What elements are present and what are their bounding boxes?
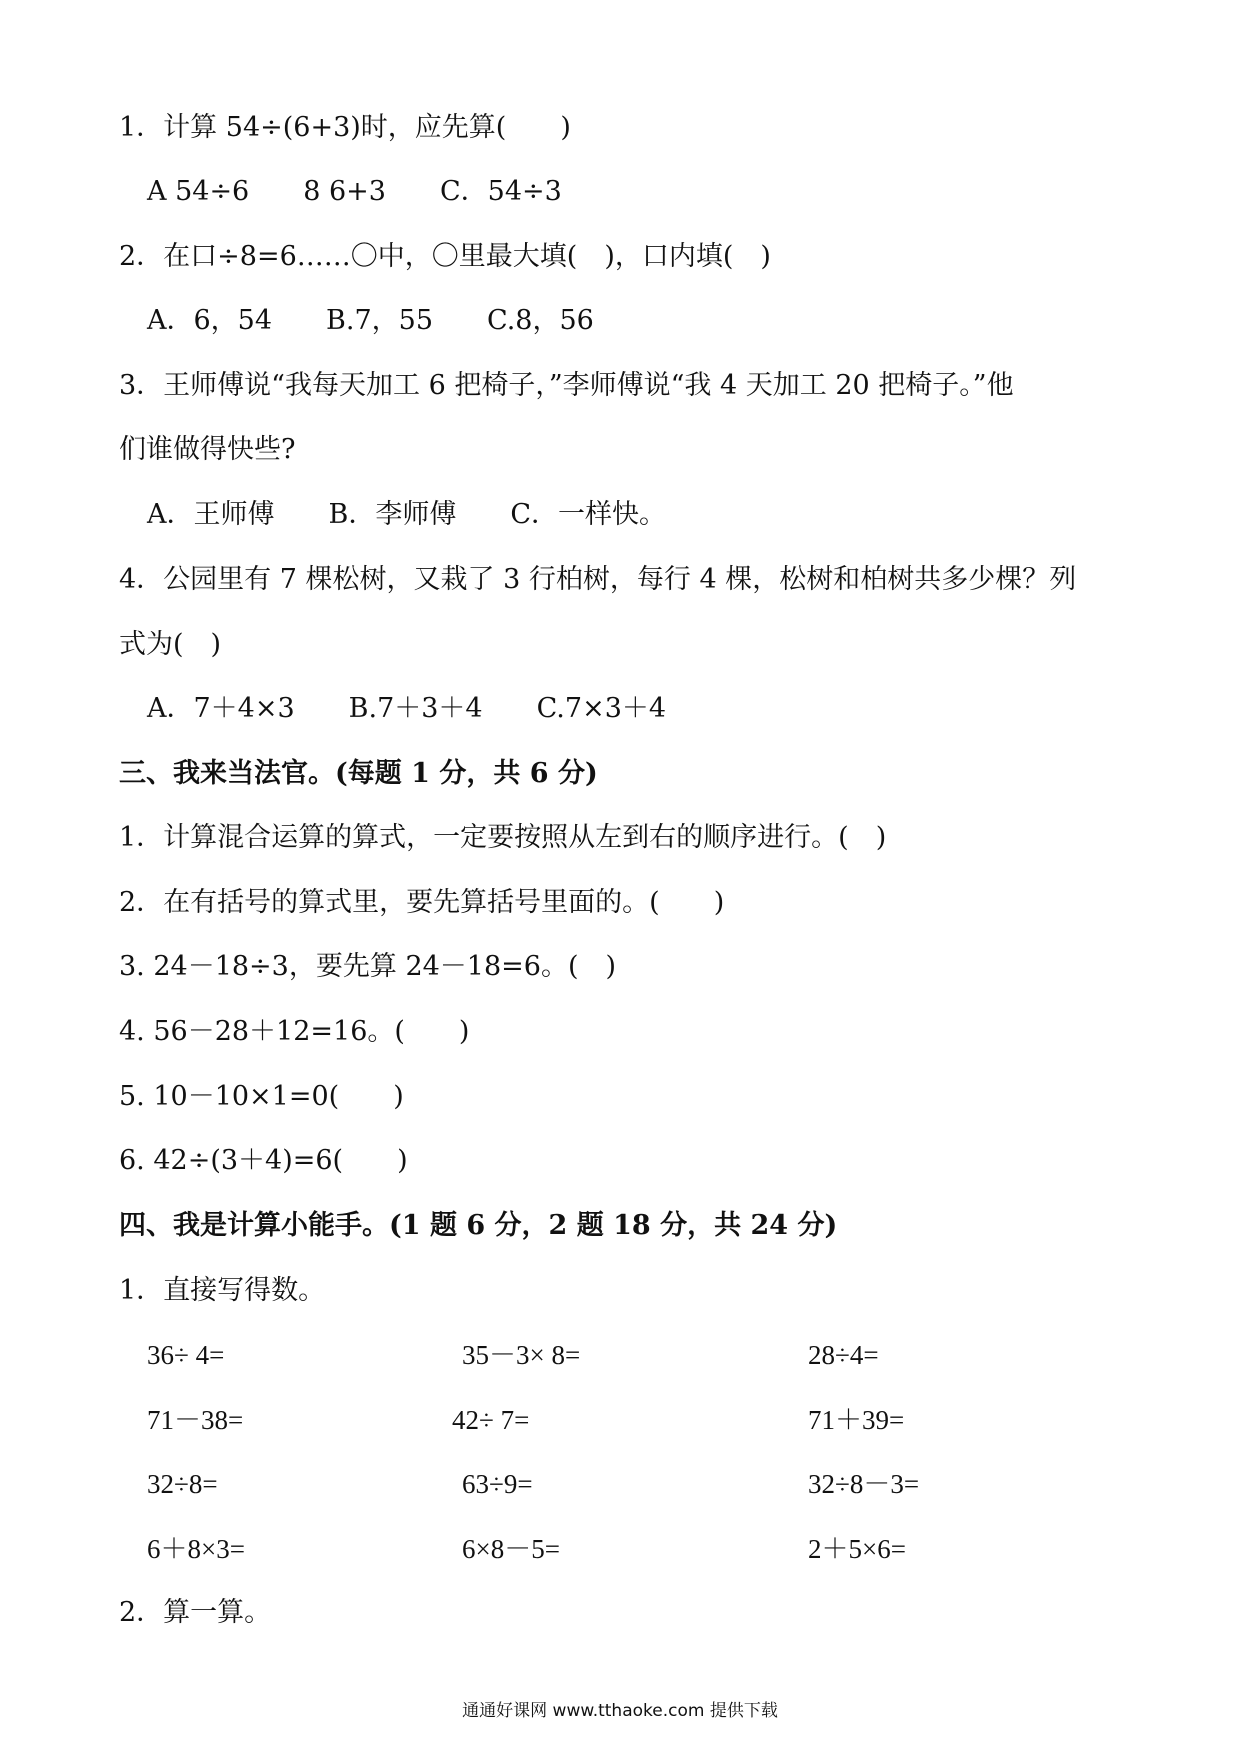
calc-cell: 6＋8×3=: [147, 1534, 245, 1564]
judge-item-5: 5. 10－10×1=0( ): [119, 1081, 404, 1112]
judge-item-4: 4. 56－28＋12=16。( ): [119, 1016, 470, 1047]
judge-item-2: 2．在有括号的算式里，要先算括号里面的。( ): [119, 887, 725, 918]
judge-item-6: 6. 42÷(3＋4)=6( ): [119, 1145, 408, 1176]
calc-cell: 71－38=: [147, 1405, 244, 1435]
calc-cell: 42÷ 7=: [452, 1405, 530, 1435]
calc-cell: 36÷ 4=: [147, 1340, 225, 1370]
calc-cell: 32÷8=: [147, 1469, 218, 1499]
calc-cell: 32÷8－3=: [808, 1469, 920, 1499]
sub-question-1: 1．直接写得数。: [119, 1275, 326, 1306]
question-2: 2．在口÷8=6……〇中，〇里最大填( )，口内填( ): [119, 241, 771, 272]
question-3-line-1: 3．王师傅说“我每天加工 6 把椅子，”李师傅说“我 4 天加工 20 把椅子。”他: [119, 370, 1014, 401]
question-4-options: A．7＋4×3 B.7＋3＋4 C.7×3＋4: [147, 693, 667, 724]
judge-item-1: 1．计算混合运算的算式，一定要按照从左到右的顺序进行。( ): [119, 822, 887, 853]
calc-cell: 2＋5×6=: [808, 1534, 906, 1564]
calc-cell: 71＋39=: [808, 1405, 905, 1435]
question-4-line-2: 式为( ): [119, 629, 222, 660]
calc-cell: 6×8－5=: [462, 1534, 560, 1564]
calc-cell: 63÷9=: [462, 1469, 533, 1499]
sub-question-2: 2．算一算。: [119, 1597, 272, 1628]
question-1-options: A 54÷6 8 6+3 C．54÷3: [147, 176, 562, 207]
question-4-line-1: 4．公园里有 7 棵松树，又栽了 3 行柏树，每行 4 棵，松树和柏树共多少棵？列: [119, 564, 1077, 595]
question-3-line-2: 们谁做得快些?: [119, 434, 296, 465]
judge-item-3: 3. 24－18÷3，要先算 24－18=6。( ): [119, 951, 617, 982]
section-4-heading: 四、我是计算小能手。(1 题 6 分，2 题 18 分，共 24 分): [119, 1210, 838, 1241]
question-3-options: A．王师傅 B．李师傅 C．一样快。: [147, 499, 666, 530]
question-1: 1．计算 54÷(6+3)时，应先算( ): [119, 112, 571, 143]
calc-cell: 35－3× 8=: [462, 1340, 581, 1370]
question-2-options: A．6，54 B.7，55 C.8，56: [147, 305, 594, 336]
page-footer: 通通好课网 www.tthaoke.com 提供下载: [462, 1701, 778, 1721]
calc-cell: 28÷4=: [808, 1340, 879, 1370]
section-3-heading: 三、我来当法官。(每题 1 分，共 6 分): [119, 758, 598, 789]
